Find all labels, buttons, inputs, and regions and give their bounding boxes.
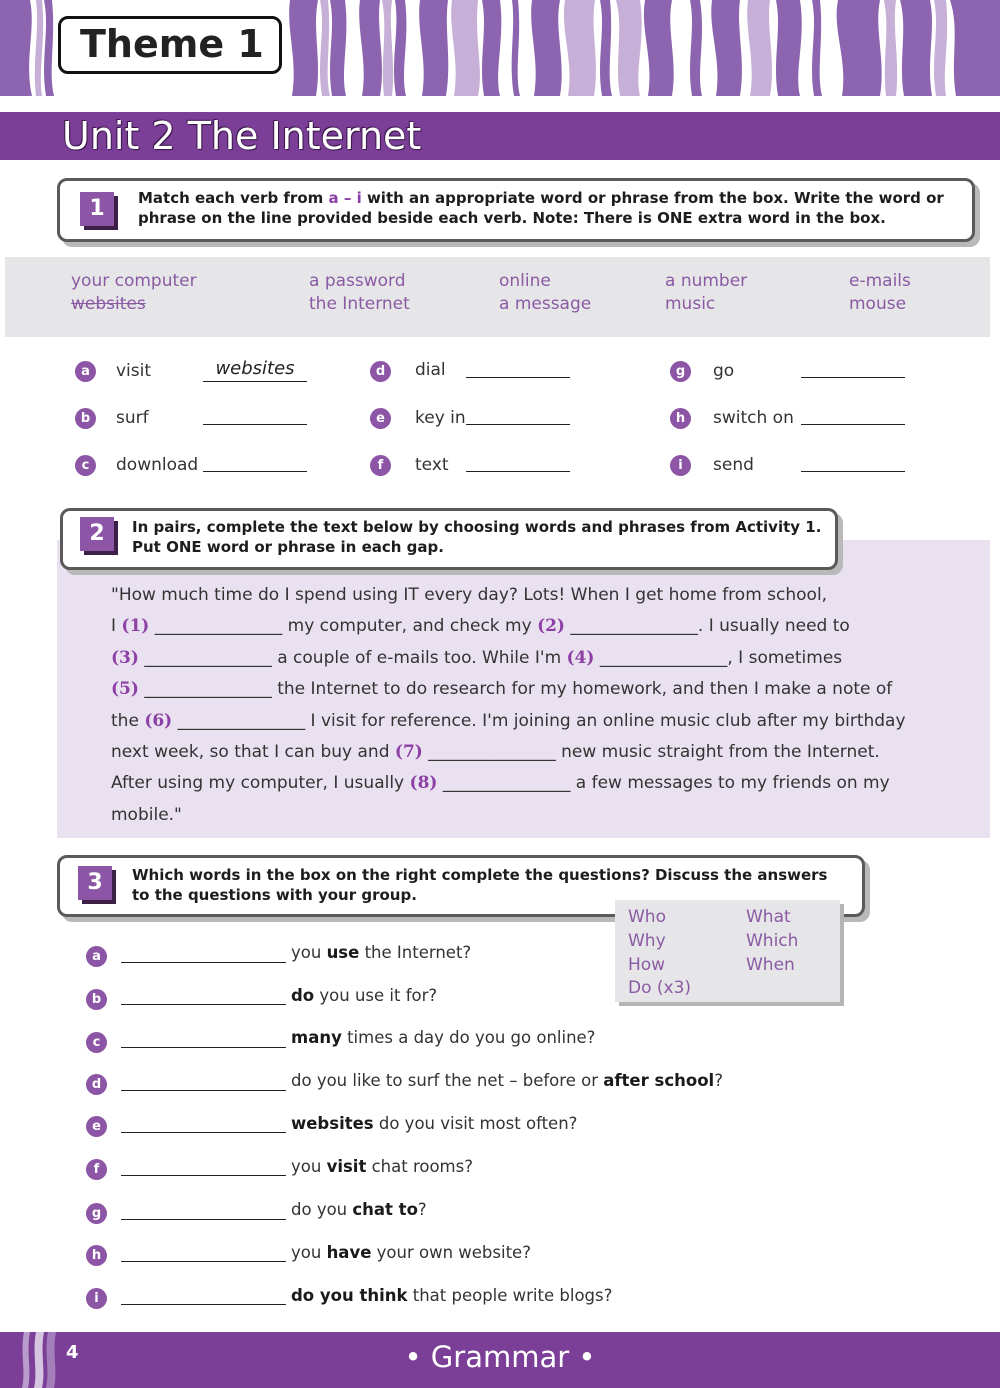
gap-number-3: (3) [111,647,139,668]
word-box-item: Which [746,931,799,951]
answer-line-h[interactable] [801,424,905,425]
gap-blank-5[interactable]: _______________ [144,679,272,700]
verb-switch-on: switch on [713,408,794,428]
task1-number: 1 [80,192,114,226]
question-blank-h[interactable] [121,1261,286,1262]
question-text: do you visit most often? [373,1114,578,1133]
gap-number-5: (5) [111,679,139,700]
gap-blank-4[interactable]: _______________ [599,647,728,668]
question-letter-g: g [86,1203,107,1224]
para-line [111,580,906,611]
gap-number-4: (4) [566,647,595,668]
theme-label: Theme 1 [80,22,264,66]
para-line [111,737,906,768]
question-f [291,1156,473,1178]
question-blank-f[interactable] [121,1175,286,1176]
item-letter-i: i [670,455,691,476]
gap-blank-6[interactable]: _______________ [177,710,306,731]
item-letter-g: g [670,361,691,382]
answer-line-e[interactable] [466,424,570,425]
task1-word-box [5,257,990,337]
task1-instruction-part: with an appropriate word or phrase from the box. Write the word or phrase on the line provided beside each verb. Note: There is ONE extra word in the box. [138,189,944,227]
word-box-item: Do (x3) [628,978,692,998]
verb-dial: dial [415,360,446,380]
question-blank-g[interactable] [121,1219,286,1220]
footer-section-title: • Grammar • [404,1340,596,1374]
unit-title: Unit 2 The Internet [62,114,422,158]
verb-visit: visit [116,361,152,381]
question-keyword: do you think [291,1286,408,1305]
question-a [291,942,471,964]
task3-number: 3 [78,866,112,900]
verb-send: send [713,455,754,475]
question-letter-i: i [86,1288,107,1309]
word-box-item: e-mails [849,271,911,291]
para-text: . I usually need to [697,616,850,637]
gap-blank-8[interactable]: _______________ [442,773,571,794]
verb-go: go [713,361,735,381]
answer-a[interactable]: websites [215,358,295,379]
question-blank-a[interactable] [121,962,286,963]
question-letter-h: h [86,1245,107,1266]
para-line [111,674,906,705]
question-letter-b: b [86,989,107,1010]
gap-number-8: (8) [409,773,438,794]
question-g [291,1199,427,1221]
verb-text: text [415,455,449,475]
gap-blank-2[interactable]: _______________ [570,616,698,637]
question-text: do you like to surf the net – before or [291,1071,604,1090]
question-letter-c: c [86,1032,107,1053]
question-text: ? [417,1200,427,1219]
question-keyword: do [291,986,315,1005]
verb-download: download [116,455,199,475]
question-text: you [291,1157,327,1176]
item-letter-h: h [670,408,691,429]
answer-line-c[interactable] [203,471,307,472]
gap-blank-1[interactable]: _______________ [154,616,283,637]
question-blank-d[interactable] [121,1090,286,1091]
word-box-item: Why [628,931,666,951]
word-box-item: Who [628,907,666,927]
page-number: 4 [66,1342,79,1363]
item-letter-f: f [370,455,391,476]
task2-number: 2 [80,517,114,551]
question-text: your own website? [371,1243,531,1262]
question-b [291,985,437,1007]
question-keyword: many [291,1028,342,1047]
question-blank-b[interactable] [121,1004,286,1005]
para-text: a couple of e-mails too. While I'm [271,647,567,668]
verb-key-in: key in [415,408,466,428]
verb-surf: surf [116,408,149,428]
para-text: After using my computer, I usually [111,773,410,794]
question-keyword: use [326,943,360,962]
task3-instruction: Which words in the box on the right complete the questions? Discuss the answers to the questions with your group. [132,866,828,904]
answer-line-d[interactable] [466,377,570,378]
gap-number-7: (7) [394,742,423,763]
para-text: new music straight from the Internet. [555,742,880,763]
word-box-item: a number [665,271,748,291]
gap-number-2: (2) [537,616,565,637]
word-box-item: When [746,955,795,975]
word-box-item: a message [499,294,592,314]
question-blank-e[interactable] [121,1132,286,1133]
question-text: times a day do you go online? [341,1028,596,1047]
gap-number-1: (1) [121,616,150,637]
answer-line-b[interactable] [203,424,307,425]
question-h [291,1242,531,1264]
para-text: mobile." [111,804,182,825]
para-text: a few messages to my friends on my [570,773,890,794]
question-letter-d: d [86,1074,107,1095]
question-letter-a: a [86,946,107,967]
word-box-item: a password [309,271,406,291]
question-keyword: websites [291,1114,374,1133]
question-i [291,1285,612,1307]
gap-blank-7[interactable]: _______________ [428,742,556,763]
answer-line-f[interactable] [466,471,570,472]
para-line [111,706,906,737]
question-text: you use it for? [314,986,438,1005]
question-letter-f: f [86,1159,107,1180]
para-text: next week, so that I can buy and [111,742,395,763]
word-box-item: your computer [71,271,197,291]
para-line [111,768,906,799]
item-letter-a: a [75,361,96,382]
question-keyword: have [326,1243,372,1262]
para-line [111,800,906,831]
question-text: ? [714,1071,723,1090]
word-box-item: mouse [849,294,907,314]
para-text: I visit for reference. I'm joining an online music club after my birthday [305,710,906,731]
question-text: that people write blogs? [407,1286,613,1305]
question-c [291,1027,595,1049]
question-text: chat rooms? [366,1157,473,1176]
word-box-item: the Internet [309,294,410,314]
question-d [291,1070,723,1092]
word-box-item: online [499,271,551,291]
question-blank-c[interactable] [121,1047,286,1048]
answer-line-a[interactable] [203,381,307,382]
question-text: you [291,1243,327,1262]
question-text: do you [291,1200,353,1219]
question-keyword: after school [603,1071,715,1090]
answer-line-g[interactable] [801,377,905,378]
word-box-item: music [665,294,716,314]
item-letter-b: b [75,408,96,429]
para-text: , I sometimes [727,647,843,668]
para-line [111,611,906,642]
para-text: the [111,710,145,731]
question-letter-e: e [86,1116,107,1137]
task1-range: a – i [328,189,362,207]
item-letter-c: c [75,455,96,476]
para-text: I [111,616,122,637]
question-text: the Internet? [359,943,472,962]
task2-instruction: In pairs, complete the text below by choosing words and phrases from Activity 1. Put ONE word or phrase in each gap. [132,518,822,556]
para-line [111,643,906,674]
para-text: my computer, and check my [282,616,538,637]
question-keyword: visit [326,1157,367,1176]
para-text: the Internet to do research for my homework, and then I make a note of [271,679,893,700]
item-letter-e: e [370,408,391,429]
answer-line-i[interactable] [801,471,905,472]
question-text: you [291,943,327,962]
para-text: "How much time do I spend using IT every day? Lots! When I get home from school, [111,585,828,605]
task1-instruction-part: Match each verb from [138,189,329,207]
gap-number-6: (6) [144,710,173,731]
question-blank-i[interactable] [121,1304,286,1305]
item-letter-d: d [370,361,391,382]
task1-instruction [138,188,958,228]
question-e [291,1113,577,1135]
word-box-item-used: websites [71,294,146,314]
word-box-item: What [746,907,791,927]
gap-blank-3[interactable]: _______________ [144,647,272,668]
word-box-item: How [628,955,666,975]
task2-paragraph [111,580,906,831]
question-keyword: chat to [352,1200,418,1219]
